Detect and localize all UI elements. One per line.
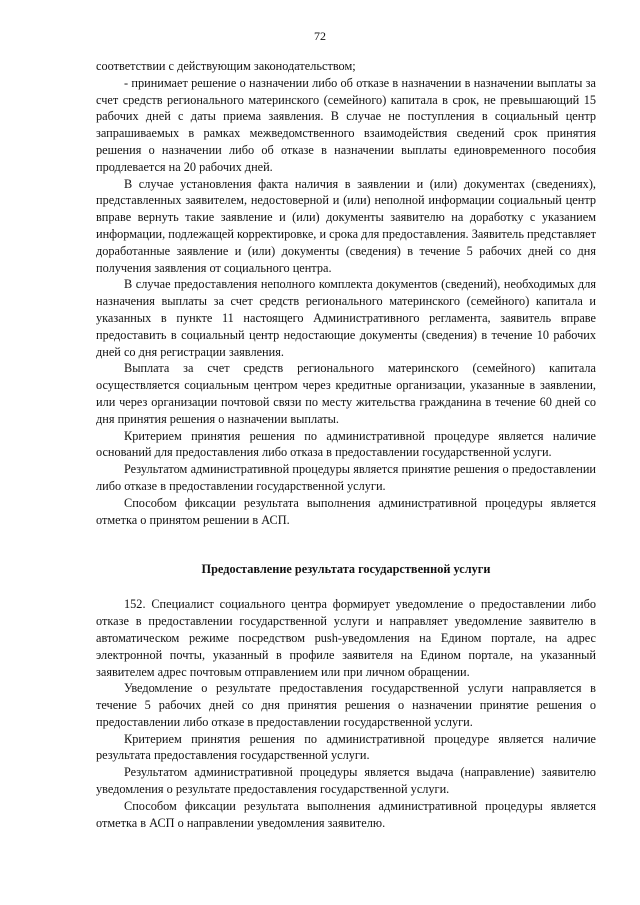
paragraph: Критерием принятия решения по административной процедуре является наличие результата предоставления государственной услуги. <box>96 731 596 763</box>
paragraph: Способом фиксации результата выполнения административной процедуры является отметка в АСП о направлении уведомления заявителю. <box>96 798 596 830</box>
paragraph: Выплата за счет средств регионального материнского (семейного) капитала осуществляется социальным центром через кредитные организации, указанные в заявлении, или через организации почтовой связи по месту жительства гражданина в течение 60 дней со дня принятия решения о назначении выплаты. <box>96 361 596 426</box>
paragraph: - принимает решение о назначении либо об отказе в назначении в назначении выплаты за счет средств регионального материнского (семейного) капитала в срок, не превышающий 15 рабочих дней с даты приема заявления. В случае не поступления в социальный центр запрашиваемых в рамках межведомственного взаимодействия сведений срок принятия решения о назначении либо об отказе в назначении выплаты единовременного пособия продлевается на 20 рабочих дней. <box>96 75 596 174</box>
paragraph: Способом фиксации результата выполнения административной процедуры является отметка о принятом решении в АСП. <box>96 495 596 527</box>
paragraph: Уведомление о результате предоставления государственной услуги направляется в течение 5 рабочих дней со дня принятия решения о назначении принятие решения о предоставлении либо отказе в предоставлении государственной услуги. <box>96 681 596 729</box>
paragraph: В случае установления факта наличия в заявлении и (или) документах (сведениях), представленных заявителем, недостоверной и (или) неполной информации социальный центр вправе вернуть такие заявление и (или) документы заявителю на доработку с указанием информации, подлежащей корректировке, и срока для предоставления. Заявитель представляет доработанные заявление и (или) документы (сведения) в течение 5 рабочих дней со дня получения заявления от социального центра. <box>96 176 596 275</box>
paragraph: Критерием принятия решения по административной процедуре является наличие оснований для предоставления либо отказа в предоставлении государственной услуги. <box>96 428 596 460</box>
paragraph: Результатом административной процедуры является выдача (направление) заявителю уведомления о результате предоставления государственной услуги. <box>96 765 596 797</box>
paragraph: Результатом административной процедуры является принятие решения о предоставлении либо отказе в предоставлении государственной услуги. <box>96 462 596 493</box>
section-heading: Предоставление результата государственной услуги <box>201 562 491 577</box>
paragraph: В случае предоставления неполного комплекта документов (сведений), необходимых для назначения выплаты за счет средств регионального материнского (семейного) капитала и указанных в пункте 11 настоящего Административного регламента, заявитель вправе предоставить в социальный центр недостающие документы (сведения) в течение 10 рабочих дней со дня регистрации заявления. <box>96 277 596 359</box>
page-number: 72 <box>314 29 326 43</box>
paragraph: 152. Специалист социального центра формирует уведомление о предоставлении либо отказе в предоставлении государственной услуги и направляет уведомление заявителю в автоматическом режиме посредством push-уведомления на Едином портале, на адрес электронной почты, указанный в профиле заявителя на Едином портале, на указанный заявителем адрес почтовым отправлением или при личном обращении. <box>96 597 596 679</box>
document-body <box>96 58 596 831</box>
paragraph: соответствии с действующим законодательством; <box>96 59 356 73</box>
